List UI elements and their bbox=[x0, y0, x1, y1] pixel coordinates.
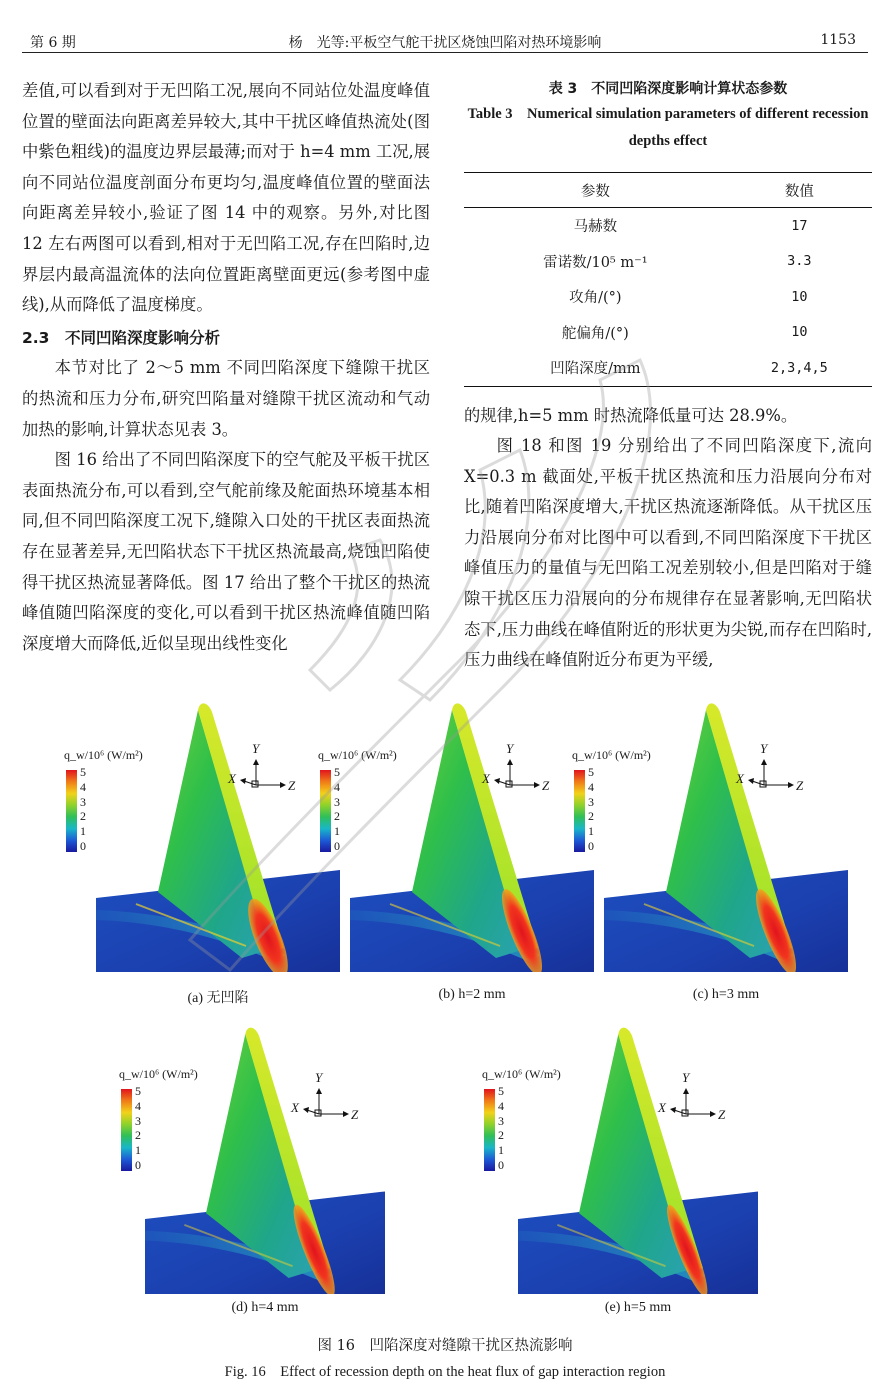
colorbar bbox=[572, 748, 651, 853]
colorbar-tick: 5 bbox=[498, 1084, 504, 1098]
axis-label-z: Z bbox=[542, 778, 550, 793]
colorbar-tick: 4 bbox=[588, 779, 594, 794]
panel-caption: (d) h=4 mm bbox=[231, 1300, 299, 1315]
axis-arrows bbox=[482, 745, 552, 805]
axis-label-y: Y bbox=[506, 741, 514, 756]
colorbar-tick: 3 bbox=[135, 1113, 141, 1128]
axis-arrows bbox=[291, 1074, 361, 1134]
colorbar-title: q_w/10⁶ (W/m²) bbox=[482, 1067, 561, 1081]
colorbar-tick: 4 bbox=[498, 1098, 504, 1113]
param-cell: 舵偏角/(°) bbox=[561, 325, 629, 342]
colorbar-tick: 0 bbox=[80, 838, 86, 853]
colorbar-tick: 5 bbox=[588, 765, 594, 779]
panel-a bbox=[64, 700, 340, 1006]
column-header: 参数 bbox=[464, 173, 727, 208]
colorbar-title: q_w/10⁶ (W/m²) bbox=[64, 748, 143, 762]
running-title: 杨 光等:平板空气舵干扰区烧蚀凹陷对热环境影响 bbox=[288, 35, 602, 51]
axis-triad bbox=[482, 741, 552, 805]
heat-flux-render bbox=[96, 700, 340, 972]
value-cell: 10 bbox=[791, 324, 808, 341]
colorbar bbox=[318, 748, 397, 853]
colorbar-scale bbox=[574, 770, 585, 852]
table-row bbox=[464, 350, 872, 386]
axis-arrows bbox=[658, 1074, 728, 1134]
param-cell: 凹陷深度/mm bbox=[464, 350, 727, 386]
table-row bbox=[464, 279, 872, 315]
panel-b bbox=[318, 700, 594, 1002]
table-row bbox=[464, 208, 872, 244]
param-cell: 攻角/(°) bbox=[569, 290, 622, 307]
paragraph: 差值,可以看到对于无凹陷工况,展向不同站位处温度峰值位置的壁面法向距离差异较大,其中干扰区峰值热流处(图中紫色粗线)的温度边界层最薄;而对于 h=4 mm 工况,展向不同站位温度剖面分布更均匀,温度峰值位置的壁面法向距离差异较小,验证了图 14 中的观察。另外,对比图 12 左右两图可以看到,相对于无凹陷工况,存在凹陷时,边界层内最高温流体的法向位置距离壁面更远(参考图中虚线),从而降低了温度梯度。 bbox=[22, 81, 430, 315]
figure-caption-en: Fig. 16 Effect of recession depth on the heat flux of gap interaction region bbox=[224, 1364, 666, 1380]
colorbar-title: q_w/10⁶ (W/m²) bbox=[572, 748, 651, 762]
colorbar-tick: 4 bbox=[334, 779, 340, 794]
colorbar-tick: 2 bbox=[135, 1128, 141, 1143]
left-column bbox=[22, 76, 430, 659]
colorbar-tick: 4 bbox=[80, 779, 86, 794]
colorbar-tick: 2 bbox=[588, 809, 594, 824]
axis-label-y: Y bbox=[252, 741, 260, 756]
heat-flux-render bbox=[518, 1022, 758, 1294]
axis-label-z: Z bbox=[796, 778, 804, 793]
paragraph: 的规律,h=5 mm 时热流降低量可达 28.9%。 bbox=[464, 405, 798, 425]
parameters-table bbox=[464, 172, 872, 387]
colorbar-tick: 3 bbox=[588, 794, 594, 809]
colorbar-tick: 5 bbox=[80, 765, 86, 779]
colorbar-scale bbox=[121, 1089, 132, 1171]
page-number: 1153 bbox=[820, 32, 856, 48]
heat-flux-render bbox=[604, 700, 848, 972]
column-header: 数值 bbox=[727, 173, 872, 208]
table-title-cn: 表 3 不同凹陷深度影响计算状态参数 bbox=[548, 81, 788, 97]
paragraph: 图 18 和图 19 分别给出了不同凹陷深度下,流向 X=0.3 m 截面处,平板干扰区热流和压力沿展向分布对比,随着凹陷深度增大,干扰区热流逐渐降低。从干扰区压力沿展向分布对比图中可以看到,不同凹陷深度下干扰区峰值压力的量值与无凹陷工况差别较小,但是凹陷对于缝隙干扰区压力沿展向的分布规律存在显著影响,无凹陷状态下,压力曲线在峰值附近的形状更为尖锐,而存在凹陷时,压力曲线在峰值附近分布更为平缓, bbox=[464, 436, 872, 670]
table-header-row bbox=[464, 173, 872, 208]
axis-label-x: X bbox=[736, 771, 744, 786]
table-row bbox=[464, 315, 872, 351]
colorbar bbox=[482, 1067, 561, 1172]
value-cell: 2,3,4,5 bbox=[727, 350, 872, 386]
colorbar-title: q_w/10⁶ (W/m²) bbox=[119, 1067, 198, 1081]
axis-label-y: Y bbox=[315, 1070, 323, 1085]
panel-d bbox=[119, 1022, 385, 1315]
value-cell: 3.3 bbox=[787, 253, 812, 270]
axis-triad bbox=[228, 741, 298, 805]
issue-number: 第 6 期 bbox=[30, 35, 76, 51]
colorbar-title: q_w/10⁶ (W/m²) bbox=[318, 748, 397, 762]
axis-label-x: X bbox=[658, 1100, 666, 1115]
panel-caption: (a) 无凹陷 bbox=[187, 991, 249, 1006]
colorbar-tick: 1 bbox=[135, 1143, 141, 1158]
figure-caption-cn: 图 16 凹陷深度对缝隙干扰区热流影响 bbox=[317, 1338, 573, 1354]
page-header bbox=[22, 30, 868, 53]
axis-label-x: X bbox=[291, 1100, 299, 1115]
colorbar-tick: 3 bbox=[498, 1113, 504, 1128]
colorbar-tick: 2 bbox=[80, 809, 86, 824]
colorbar-tick: 0 bbox=[334, 838, 340, 853]
axis-label-x: X bbox=[228, 771, 236, 786]
panel-c bbox=[572, 700, 848, 1002]
heat-flux-render bbox=[145, 1022, 385, 1294]
axis-label-x: X bbox=[482, 771, 490, 786]
panel-e bbox=[482, 1022, 758, 1315]
colorbar-tick: 2 bbox=[498, 1128, 504, 1143]
right-column bbox=[464, 76, 872, 676]
panel-caption: (c) h=3 mm bbox=[692, 987, 760, 1002]
colorbar-tick: 3 bbox=[80, 794, 86, 809]
figure-16 bbox=[0, 690, 890, 1330]
axis-triad bbox=[658, 1070, 728, 1134]
axis-label-y: Y bbox=[760, 741, 768, 756]
axis-arrows bbox=[228, 745, 298, 805]
axis-label-y: Y bbox=[682, 1070, 690, 1085]
colorbar-tick: 0 bbox=[135, 1157, 141, 1172]
colorbar bbox=[64, 748, 143, 853]
param-cell: 雷诺数/10⁵ m⁻¹ bbox=[543, 254, 648, 271]
colorbar-tick: 5 bbox=[135, 1084, 141, 1098]
colorbar-tick: 5 bbox=[334, 765, 340, 779]
table-title-en: Table 3 Numerical simulation parameters of different recession depths effect bbox=[467, 106, 869, 149]
paragraph: 图 16 给出了不同凹陷深度下的空气舵及平板干扰区表面热流分布,可以看到,空气舵前缘及舵面热环境基本相同,但不同凹陷深度工况下,缝隙入口处的干扰区表面热流存在显著差异,无凹陷状态下干扰区热流最高,烧蚀凹陷使得干扰区热流显著降低。图 17 给出了整个干扰区的热流峰值随凹陷深度的变化,可以看到干扰区热流峰值随凹陷深度增大而降低,近似呈现出线性变化 bbox=[22, 450, 430, 653]
value-cell: 10 bbox=[791, 288, 808, 305]
param-cell: 马赫数 bbox=[573, 219, 618, 236]
colorbar-tick: 1 bbox=[80, 824, 86, 839]
colorbar-tick: 1 bbox=[334, 824, 340, 839]
paragraph: 本节对比了 2～5 mm 不同凹陷深度下缝隙干扰区的热流和压力分布,研究凹陷量对缝隙干扰区流动和气动加热的影响,计算状态见表 3。 bbox=[22, 358, 430, 439]
colorbar-tick: 2 bbox=[334, 809, 340, 824]
colorbar-tick: 1 bbox=[588, 824, 594, 839]
colorbar-scale bbox=[66, 770, 77, 852]
colorbar bbox=[119, 1067, 198, 1172]
section-heading: 2.3 不同凹陷深度影响分析 bbox=[22, 328, 220, 347]
axis-triad bbox=[736, 741, 806, 805]
colorbar-tick: 4 bbox=[135, 1098, 141, 1113]
colorbar-tick: 3 bbox=[334, 794, 340, 809]
axis-label-z: Z bbox=[718, 1107, 726, 1122]
table-row bbox=[464, 244, 872, 280]
value-cell: 17 bbox=[791, 217, 808, 234]
colorbar-scale bbox=[320, 770, 331, 852]
axis-triad bbox=[291, 1070, 361, 1134]
axis-label-z: Z bbox=[288, 778, 296, 793]
colorbar-tick: 1 bbox=[498, 1143, 504, 1158]
colorbar-tick: 0 bbox=[588, 838, 594, 853]
heat-flux-render bbox=[350, 700, 594, 972]
axis-arrows bbox=[736, 745, 806, 805]
colorbar-tick: 0 bbox=[498, 1157, 504, 1172]
axis-label-z: Z bbox=[351, 1107, 359, 1122]
panel-caption: (b) h=2 mm bbox=[438, 987, 506, 1002]
colorbar-scale bbox=[484, 1089, 495, 1171]
panel-caption: (e) h=5 mm bbox=[604, 1300, 672, 1315]
